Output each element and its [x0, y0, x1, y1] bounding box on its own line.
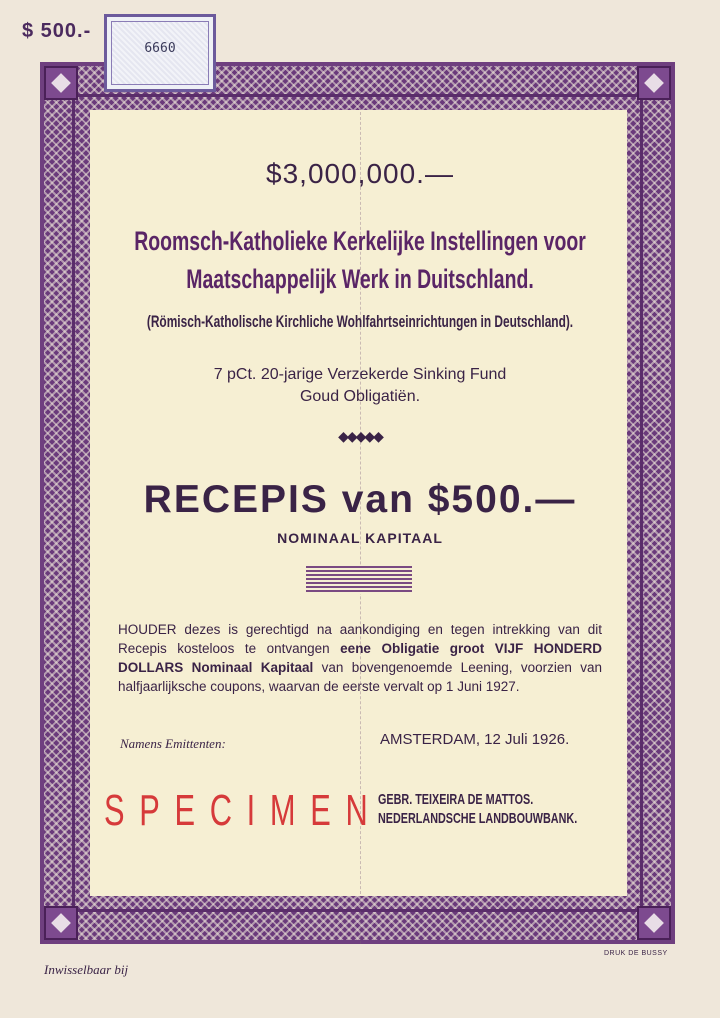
body-text-bold: eene Obligatie groot VIJF HONDERD DOLLARS Nominaal Kapitaal: [118, 641, 602, 675]
body-text-1: HOUDER dezes is gerechtigd na aankondiging en tegen intrekking van dit Recepis kosteloos te ontvangen: [118, 622, 602, 656]
total-amount: $3,000,000.—: [266, 158, 454, 189]
receipt-title: RECEPIS van $500.—: [143, 478, 577, 521]
serial-number-label: [104, 14, 216, 92]
bank-2: NEDERLANDSCHE LANDBOUWBANK.: [378, 810, 578, 827]
corner-rosette-icon: [44, 66, 78, 100]
exchange-label: Inwisselbaar bij: [44, 962, 129, 977]
bank-1: GEBR. TEIXEIRA DE MATTOS.: [378, 791, 534, 808]
diamond-ornament-icon: ◆◆◆◆◆: [338, 428, 382, 444]
issuer-title: [101, 222, 619, 298]
receipt-body: [118, 620, 602, 696]
printer-credit: DRUK DE BUSSY: [604, 950, 668, 957]
receipt-subtitle: NOMINAAL KAPITAAL: [277, 530, 443, 546]
issuer-line-2: Maatschappelijk Werk in Duitschland.: [186, 264, 534, 294]
serial-number: 6660: [144, 41, 176, 56]
corner-rosette-icon: [44, 906, 78, 940]
corner-rosette-icon: [637, 906, 671, 940]
body-text-2: van bovengenoemde Leening, voorzien van halfjaarlijksche coupons, waarvan de eerste vervalt op 1 Juni 1927.: [118, 660, 602, 694]
namens-label: Namens Emittenten:: [120, 736, 226, 751]
specimen-stamp: SPECIMEN: [104, 786, 383, 835]
issuer-german: (Römisch-Katholische Kirchliche Wohlfahrtseinrichtungen in Deutschland).: [146, 312, 574, 331]
bond-description: [0, 364, 720, 408]
issuing-banks: [378, 790, 577, 828]
bond-line-2: Goud Obligatiën.: [299, 388, 421, 405]
bond-line-1: 7 pCt. 20-jarige Verzekerde Sinking Fund: [213, 366, 507, 383]
place-date: AMSTERDAM, 12 Juli 1926.: [380, 731, 570, 748]
corner-amount: $ 500.-: [22, 20, 92, 42]
ornamental-bars: [306, 566, 412, 594]
corner-rosette-icon: [637, 66, 671, 100]
issuer-line-1: Roomsch-Katholieke Kerkelijke Instellingen voor: [134, 226, 586, 256]
